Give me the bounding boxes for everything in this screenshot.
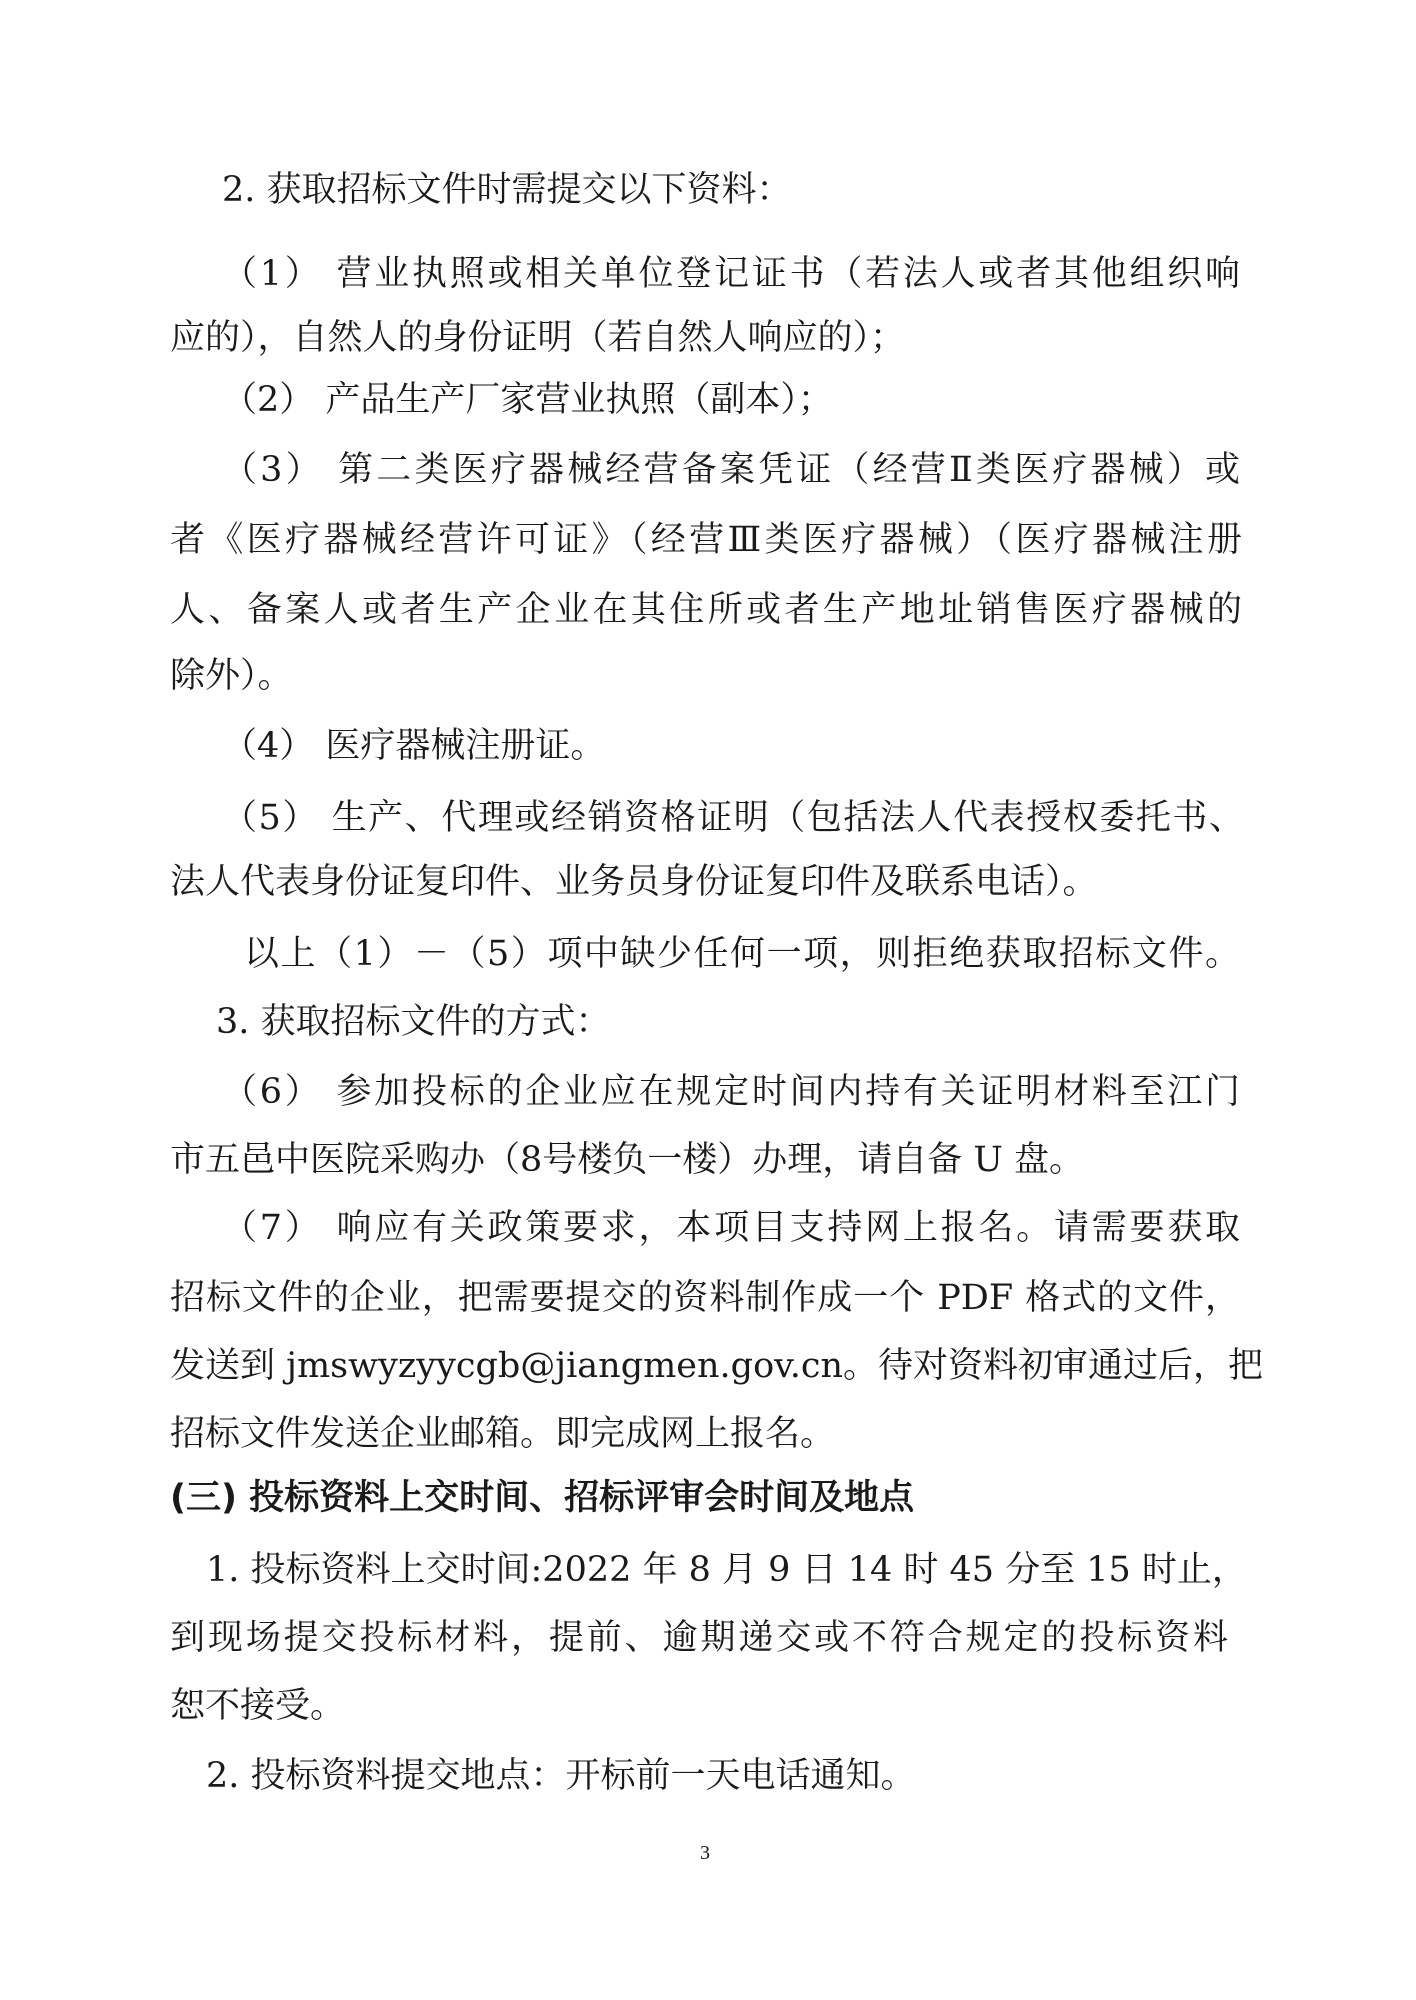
item-3-line-3: 人、备案人或者生产企业在其住所或者生产地址销售医疗器械的	[170, 590, 1242, 630]
page-number: 3	[700, 1842, 710, 1864]
item-1-line-1: （1） 营业执照或相关单位登记证书（若法人或者其他组织响	[222, 254, 1240, 294]
item-3-line-1: （3） 第二类医疗器械经营备案凭证（经营Ⅱ类医疗器械）或	[222, 450, 1240, 490]
submission-location: 2. 投标资料提交地点：开标前一天电话通知。	[206, 1756, 916, 1796]
submission-time-line-3: 恕不接受。	[170, 1686, 346, 1726]
item-2-heading: 2. 获取招标文件时需提交以下资料：	[222, 170, 792, 210]
item-5-line-1: （5） 生产、代理或经销资格证明（包括法人代表授权委托书、	[222, 798, 1244, 838]
item-6-line-2: 市五邑中医院采购办（8号楼负一楼）办理，请自备 U 盘。	[170, 1140, 1085, 1180]
item-6-line-1: （6） 参加投标的企业应在规定时间内持有关证明材料至江门	[222, 1072, 1240, 1112]
item-7-line-3: 发送到 jmswyzyycgb@jiangmen.gov.cn。待对资料初审通过后，把	[170, 1346, 1264, 1386]
submission-time-line-2: 到现场提交投标材料，提前、逾期递交或不符合规定的投标资料	[170, 1618, 1228, 1658]
item-4-registration: （4） 医疗器械注册证。	[222, 726, 606, 766]
item-3-method-heading: 3. 获取招标文件的方式：	[216, 1002, 611, 1042]
submission-time-line-1: 1. 投标资料上交时间:2022 年 8 月 9 日 14 时 45 分至 15 时止，	[206, 1550, 1247, 1590]
item-3-line-4: 除外）。	[170, 656, 293, 696]
missing-items-note: 以上（1）－（5）项中缺少任何一项，则拒绝获取招标文件。	[244, 934, 1240, 974]
item-5-line-2: 法人代表身份证复印件、业务员身份证复印件及联系电话）。	[170, 862, 1098, 902]
item-7-line-1: （7） 响应有关政策要求，本项目支持网上报名。请需要获取	[222, 1208, 1240, 1248]
section-3-heading: (三) 投标资料上交时间、招标评审会时间及地点	[170, 1478, 915, 1518]
item-3-line-2: 者《医疗器械经营许可证》（经营Ⅲ类医疗器械）（医疗器械注册	[170, 520, 1242, 560]
item-7-line-2: 招标文件的企业，把需要提交的资料制作成一个 PDF 格式的文件，	[170, 1278, 1240, 1318]
item-2-product-license: （2） 产品生产厂家营业执照（副本）；	[222, 380, 833, 420]
item-7-line-4: 招标文件发送企业邮箱。即完成网上报名。	[170, 1414, 836, 1454]
item-1-line-2: 应的），自然人的身份证明（若自然人响应的）；	[170, 318, 906, 358]
